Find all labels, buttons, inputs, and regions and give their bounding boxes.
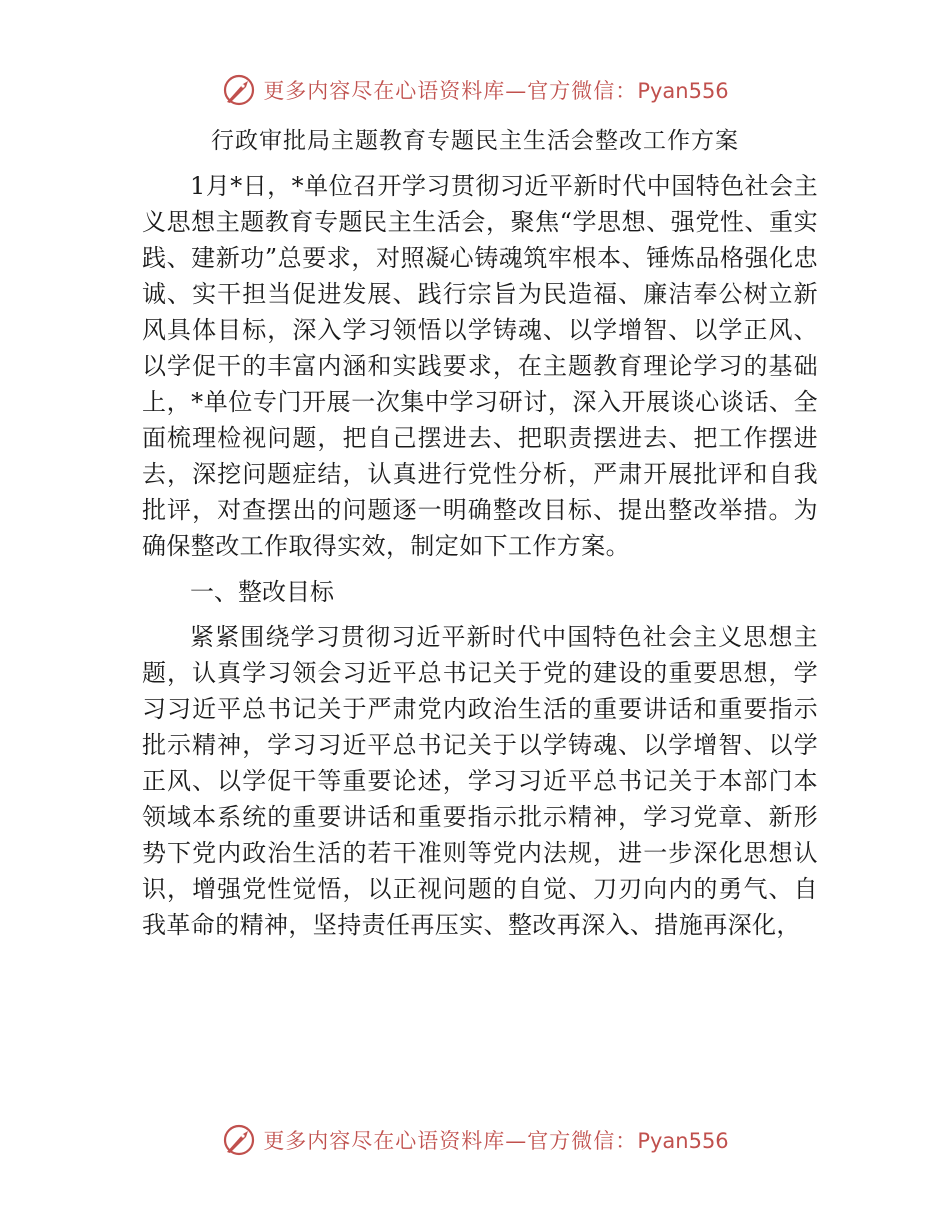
intro-paragraph: 1月*日，*单位召开学习贯彻习近平新时代中国特色社会主义思想主题教育专题民主生活会，聚焦“学思想、强党性、重实践、建新功”总要求，对照凝心铸魂筑牢根本、锤炼品格强化忠诚、实干担当促进发展、践行宗旨为民造福、廉洁奉公树立新风具体目标，深入学习领悟以学铸魂、以学增智、以学正风、以学促干的丰富内涵和实践要求，在主题教育理论学习的基础上，*单位专门开展一次集中学习研讨，深入开展谈心谈话、全面梳理检视问题，把自己摆进去、把职责摆进去、把工作摆进去，深挖问题症结，认真进行党性分析，严肃开展批评和自我批评，对查摆出的问题逐一明确整改目标、提出整改举措。为确保整改工作取得实效，制定如下工作方案。 [142, 172, 818, 560]
pen-nib-circle-logo [221, 1122, 257, 1158]
banner-wechat-id: Pyan556 [637, 1129, 729, 1153]
banner-slogan: 更多内容尽在心语资料库—官方微信： [263, 79, 638, 103]
section-paragraph: 紧紧围绕学习贯彻习近平新时代中国特色社会主义思想主题，认真学习领会习近平总书记关于党的建设的重要思想，学习习近平总书记关于严肃党内政治生活的重要讲话和重要指示批示精神，学习习近平总书记关于以学铸魂、以学增智、以学正风、以学促干等重要论述，学习习近平总书记关于本部门本领域本系统的重要讲话和重要指示批示精神，学习党章、新形势下党内政治生活的若干准则等党内法规，进一步深化思想认识，增强党性觉悟，以正视问题的自觉、刀刃向内的勇气、自我革命的精神，坚持责任再压实、整改再深入、措施再深化， [142, 623, 818, 939]
banner-text [263, 75, 728, 105]
pen-nib-circle-logo [221, 72, 257, 108]
footer-banner [0, 1120, 950, 1160]
banner-text [263, 1125, 728, 1155]
document-body [142, 168, 818, 953]
banner-wechat-id: Pyan556 [637, 79, 729, 103]
section-heading: 一、整改目标 [190, 577, 334, 606]
header-banner [0, 70, 950, 110]
document-title: 行政审批局主题教育专题民主生活会整改工作方案 [211, 128, 739, 154]
banner-slogan: 更多内容尽在心语资料库—官方微信： [263, 1129, 638, 1153]
